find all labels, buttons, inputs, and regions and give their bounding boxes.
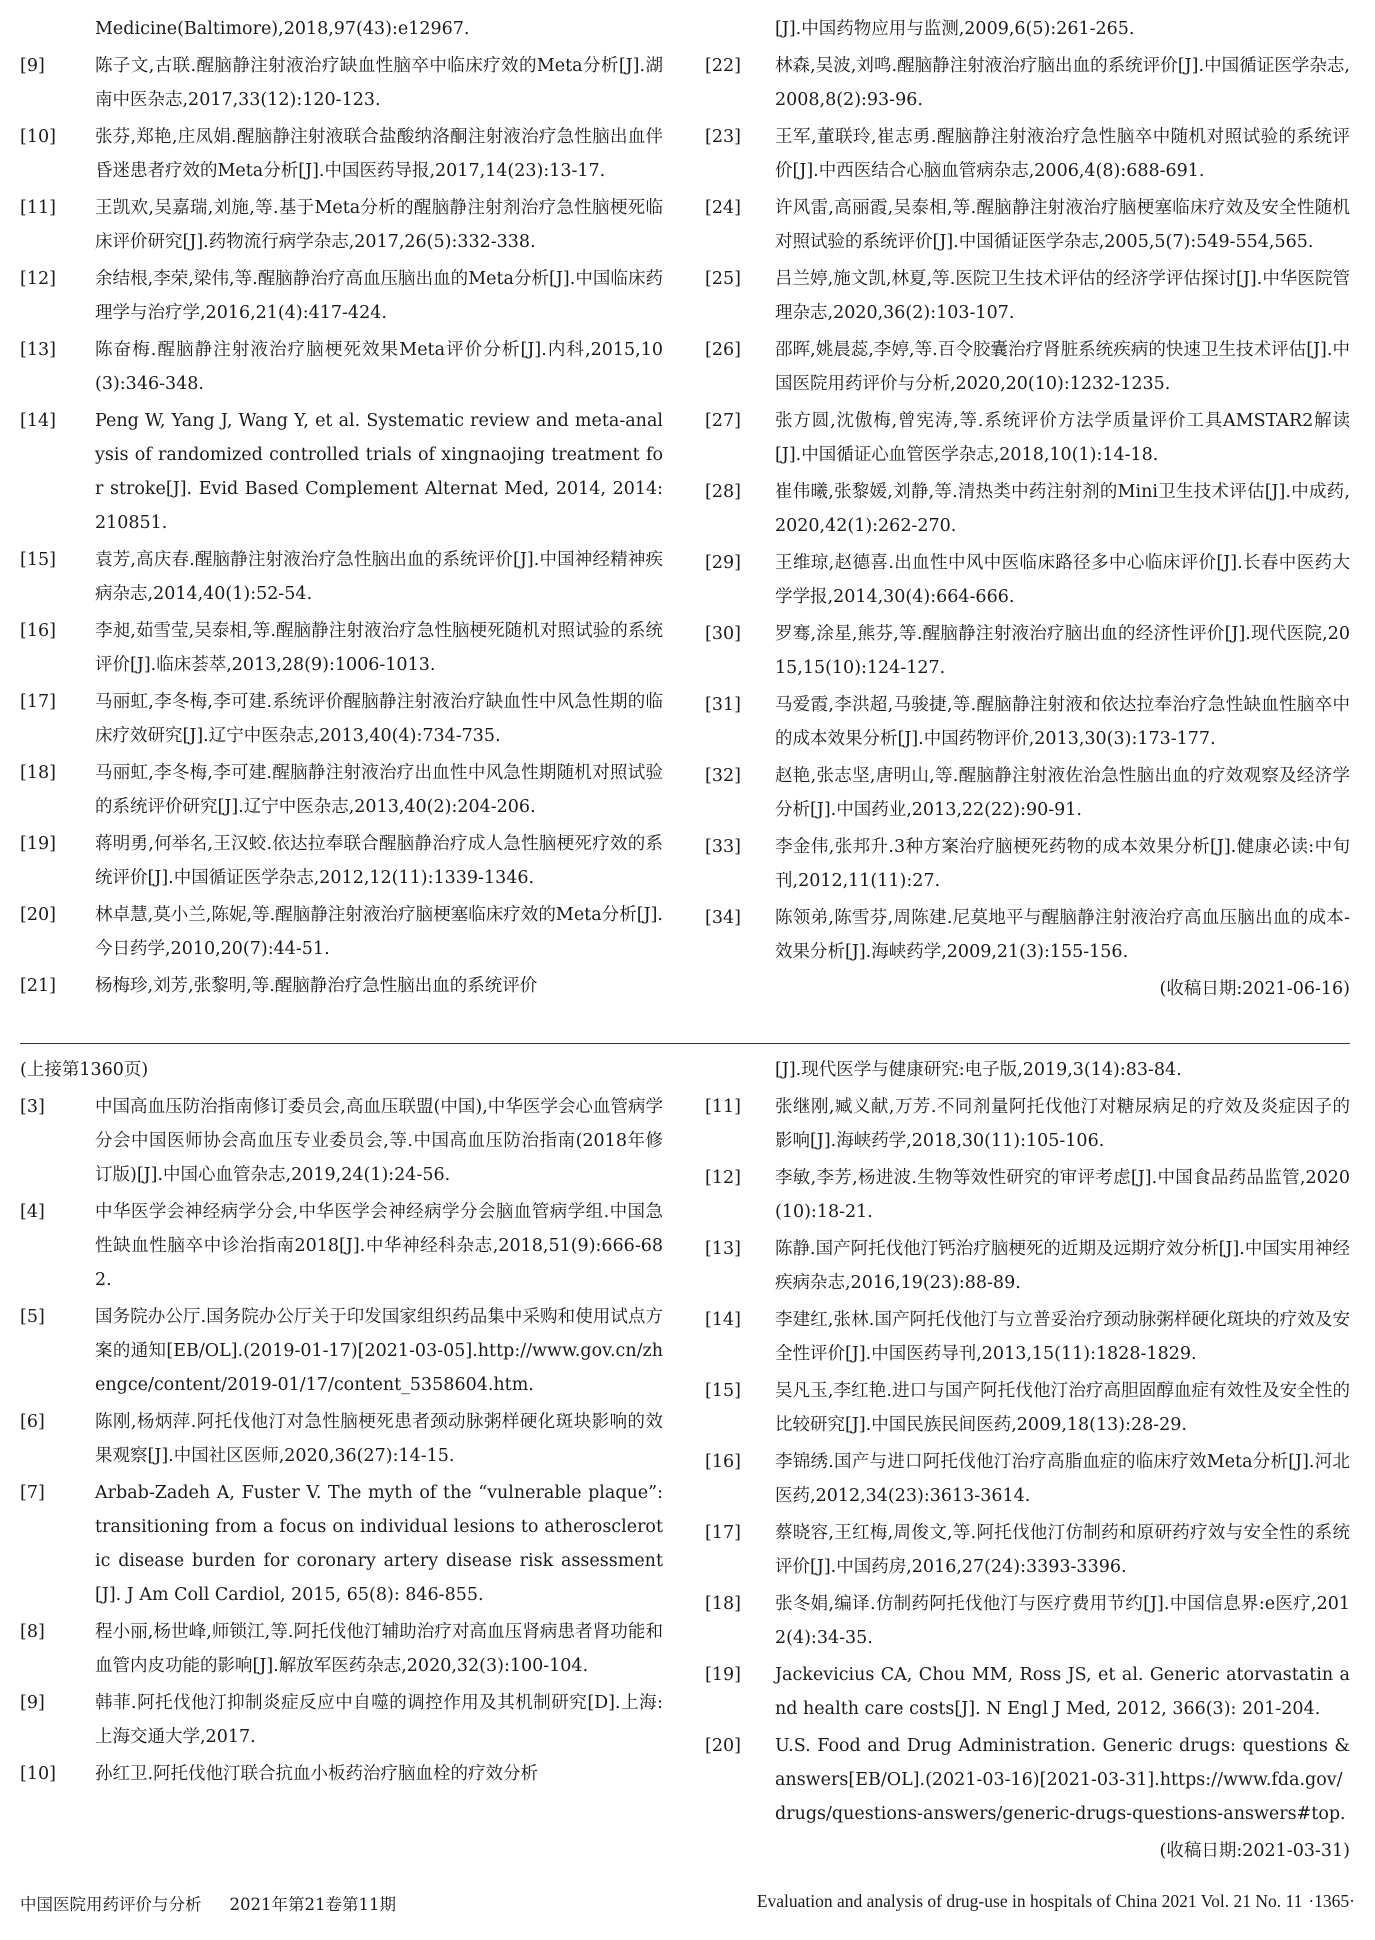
reference-text: 张冬娟,编译.仿制药阿托伐他汀与医疗费用节约[J].中国信息界:e医疗,2012(4):34-35. (775, 1594, 1350, 1648)
reference-number: [15] (705, 1381, 741, 1401)
reference-number: [18] (705, 1594, 741, 1614)
reference-text: 王军,董联玲,崔志勇.醒脑静注射液治疗急性脑卒中随机对照试验的系统评价[J].中西医结合心脑血管病杂志,2006,4(8):688-691. (775, 127, 1350, 181)
reference-item (20, 120, 663, 188)
reference-item (705, 1729, 1350, 1831)
reference-text: 李锦绣.国产与进口阿托伐他汀治疗高脂血症的临床疗效Meta分析[J].河北医药,2012,34(23):3613-3614. (775, 1452, 1350, 1506)
reference-number: [19] (20, 834, 56, 854)
footer-journal-info-en (757, 1891, 1355, 1912)
reference-text: 李建红,张林.国产阿托伐他汀与立普妥治疗颈动脉粥样硬化斑块的疗效及安全性评价[J].中国医药导刊,2013,15(11):1828-1829. (775, 1310, 1350, 1364)
reference-number: [32] (705, 766, 741, 786)
continued-reference-text: Medicine(Baltimore),2018,97(43):e12967. (95, 19, 470, 39)
reference-list (20, 49, 663, 1003)
reference-text: 赵艳,张志坚,唐明山,等.醒脑静注射液佐治急性脑出血的疗效观察及经济学分析[J].中国药业,2013,22(22):90-91. (775, 766, 1350, 820)
top-left-column (20, 12, 663, 1006)
reference-item (705, 901, 1350, 969)
reference-text: 袁芳,高庆春.醒脑静注射液治疗急性脑出血的系统评价[J].中国神经精神疾病杂志,2014,40(1):52-54. (95, 550, 663, 604)
reference-item (705, 1658, 1350, 1726)
reference-list (20, 1090, 663, 1791)
reference-number: [10] (20, 127, 56, 147)
reference-text: 吕兰婷,施文凯,林夏,等.医院卫生技术评估的经济学评估探讨[J].中华医院管理杂志,2020,36(2):103-107. (775, 269, 1350, 323)
reference-text: 张继刚,臧义献,万芳.不同剂量阿托伐他汀对糖尿病足的疗效及炎症因子的影响[J].海峡药学,2018,30(11):105-106. (775, 1097, 1350, 1151)
reference-text: 王维琼,赵德喜.出血性中风中医临床路径多中心临床评价[J].长春中医药大学学报,2014,30(4):664-666. (775, 553, 1350, 607)
reference-text: 程小丽,杨世峰,师锁江,等.阿托伐他汀辅助治疗对高血压肾病患者肾功能和血管内皮功能的影响[J].解放军医药杂志,2020,32(3):100-104. (95, 1622, 663, 1676)
reference-item (20, 969, 663, 1003)
bottom-left-column (20, 1053, 663, 1794)
reference-text: 国务院办公厅.国务院办公厅关于印发国家组织药品集中采购和使用试点方案的通知[EB/OL].(2019-01-17)[2021-03-05].http://www.gov.cn/zhengce/content/2019-01/17/content_5358604.htm. (95, 1307, 663, 1395)
reference-text: 陈领弟,陈雪芬,周陈建.尼莫地平与醒脑静注射液治疗高血压脑出血的成本-效果分析[J].海峡药学,2009,21(3):155-156. (775, 908, 1350, 962)
reference-number: [18] (20, 763, 56, 783)
reference-item (20, 898, 663, 966)
reference-text: 余结根,李荣,梁伟,等.醒脑静治疗高血压脑出血的Meta分析[J].中国临床药理学与治疗学,2016,21(4):417-424. (95, 269, 663, 323)
continued-from-note: (上接第1360页) (20, 1060, 149, 1080)
reference-text: 吴凡玉,李红艳.进口与国产阿托伐他汀治疗高胆固醇血症有效性及安全性的比较研究[J].中国民族民间医药,2009,18(13):28-29. (775, 1381, 1350, 1435)
reference-text: Peng W, Yang J, Wang Y, et al. Systematic review and meta-analysis of randomized controlled trials of xingnaojing treatment for stroke[J]. Evid Based Complement Alternat Med, 2014, 2014: 210851. (95, 411, 663, 533)
reference-number: [4] (20, 1202, 45, 1222)
received-date: (收稿日期:2021-06-16) (1159, 979, 1350, 999)
reference-number: [26] (705, 340, 741, 360)
reference-item (20, 614, 663, 682)
reference-text: 张芬,郑艳,庄凤娟.醒脑静注射液联合盐酸纳洛酮注射液治疗急性脑出血伴昏迷患者疗效的Meta分析[J].中国医药导报,2017,14(23):13-17. (95, 127, 663, 181)
bottom-right-column (705, 1053, 1350, 1868)
reference-number: [25] (705, 269, 741, 289)
reference-item (20, 1090, 663, 1192)
reference-number: [11] (20, 198, 56, 218)
reference-number: [23] (705, 127, 741, 147)
reference-number: [34] (705, 908, 741, 928)
reference-number: [12] (20, 269, 56, 289)
reference-number: [28] (705, 482, 741, 502)
reference-item (705, 759, 1350, 827)
reference-item (20, 1405, 663, 1473)
reference-item (705, 49, 1350, 117)
reference-item (20, 685, 663, 753)
reference-text: 杨梅珍,刘芳,张黎明,等.醒脑静治疗急性脑出血的系统评价 (95, 976, 538, 996)
reference-item (705, 546, 1350, 614)
reference-number: [29] (705, 553, 741, 573)
journal-name-en: Evaluation and analysis of drug-use in hospitals of China 2021 Vol. 21 No. 11 (756, 1891, 1303, 1911)
reference-item (705, 262, 1350, 330)
reference-text: 崔伟曦,张黎媛,刘静,等.清热类中药注射剂的Mini卫生技术评估[J].中成药,2020,42(1):262-270. (775, 482, 1350, 536)
reference-number: [8] (20, 1622, 45, 1642)
reference-item (20, 1615, 663, 1683)
reference-item (705, 688, 1350, 756)
reference-text: 马丽虹,李冬梅,李可建.醒脑静注射液治疗出血性中风急性期随机对照试验的系统评价研究[J].辽宁中医杂志,2013,40(2):204-206. (95, 763, 663, 817)
reference-item (20, 191, 663, 259)
reference-number: [16] (20, 621, 56, 641)
reference-text: 林森,吴波,刘鸣.醒脑静注射液治疗脑出血的系统评价[J].中国循证医学杂志,2008,8(2):93-96. (775, 56, 1350, 110)
reference-text: 陈奋梅.醒脑静注射液治疗脑梗死效果Meta评价分析[J].内科,2015,10(3):346-348. (95, 340, 663, 394)
reference-item (705, 404, 1350, 472)
reference-item (705, 830, 1350, 898)
reference-item (20, 49, 663, 117)
reference-item (705, 1445, 1350, 1513)
reference-text: 王凯欢,吴嘉瑞,刘施,等.基于Meta分析的醒脑静注射剂治疗急性脑梗死临床评价研究[J].药物流行病学杂志,2017,26(5):332-338. (95, 198, 663, 252)
reference-text: 李昶,茹雪莹,吴泰相,等.醒脑静注射液治疗急性脑梗死随机对照试验的系统评价[J].临床荟萃,2013,28(9):1006-1013. (95, 621, 663, 675)
reference-item (20, 1686, 663, 1754)
reference-item (705, 191, 1350, 259)
continued-reference-text: [J].中国药物应用与监测,2009,6(5):261-265. (775, 19, 1135, 39)
reference-text: U.S. Food and Drug Administration. Generic drugs: questions & answers[EB/OL].(2021-03-16)[2021-03-31].https://www.fda.gov/drugs/questions-answers/generic-drugs-questions-answers#top. (775, 1736, 1350, 1824)
journal-name-cn: 中国医院用药评价与分析 (20, 1895, 202, 1914)
reference-item (20, 262, 663, 330)
reference-text: 中华医学会神经病学分会,中华医学会神经病学分会脑血管病学组.中国急性缺血性脑卒中诊治指南2018[J].中华神经科杂志,2018,51(9):666-682. (95, 1202, 663, 1290)
reference-number: [30] (705, 624, 741, 644)
reference-text: 陈刚,杨炳萍.阿托伐他汀对急性脑梗死患者颈动脉粥样硬化斑块影响的效果观察[J].中国社区医师,2020,36(27):14-15. (95, 1412, 663, 1466)
reference-item (20, 1195, 663, 1297)
reference-item (20, 1476, 663, 1612)
reference-item (20, 404, 663, 540)
reference-number: [13] (20, 340, 56, 360)
reference-text: 陈静.国产阿托伐他汀钙治疗脑梗死的近期及远期疗效分析[J].中国实用神经疾病杂志,2016,19(23):88-89. (775, 1239, 1350, 1293)
reference-number: [6] (20, 1412, 45, 1432)
reference-text: 陈子文,古联.醒脑静注射液治疗缺血性脑卒中临床疗效的Meta分析[J].湖南中医杂志,2017,33(12):120-123. (95, 56, 663, 110)
reference-text: 李金伟,张邦升.3种方案治疗脑梗死药物的成本效果分析[J].健康必读:中旬刊,2012,11(11):27. (775, 837, 1350, 891)
reference-number: [3] (20, 1097, 45, 1117)
reference-text: 中国高血压防治指南修订委员会,高血压联盟(中国),中华医学会心血管病学分会中国医师协会高血压专业委员会,等.中国高血压防治指南(2018年修订版)[J].中国心血管杂志,2019,24(1):24-56. (95, 1097, 663, 1185)
reference-text: 孙红卫.阿托伐他汀联合抗血小板药治疗脑血栓的疗效分析 (95, 1764, 539, 1784)
reference-number: [5] (20, 1307, 45, 1327)
reference-number: [24] (705, 198, 741, 218)
reference-item (705, 475, 1350, 543)
reference-item (705, 333, 1350, 401)
reference-number: [13] (705, 1239, 741, 1259)
reference-item (705, 1232, 1350, 1300)
reference-number: [10] (20, 1764, 56, 1784)
reference-number: [17] (20, 692, 56, 712)
reference-item (705, 1090, 1350, 1158)
reference-item (20, 1300, 663, 1402)
reference-number: [14] (705, 1310, 741, 1330)
reference-number: [22] (705, 56, 741, 76)
reference-item (705, 1374, 1350, 1442)
reference-number: [7] (20, 1483, 45, 1503)
reference-number: [11] (705, 1097, 741, 1117)
reference-number: [33] (705, 837, 741, 857)
reference-text: Arbab-Zadeh A, Fuster V. The myth of the “vulnerable plaque”: transitioning from a focus on individual lesions to atherosclerotic disease burden for coronary artery disease risk assessment[J]. J Am Coll Cardiol, 2015, 65(8): 846-855. (95, 1483, 663, 1605)
reference-item (705, 120, 1350, 188)
reference-text: 马丽虹,李冬梅,李可建.系统评价醒脑静注射液治疗缺血性中风急性期的临床疗效研究[J].辽宁中医杂志,2013,40(4):734-735. (95, 692, 663, 746)
reference-item (705, 617, 1350, 685)
reference-number: [20] (20, 905, 56, 925)
reference-text: 罗骞,涂星,熊芬,等.醒脑静注射液治疗脑出血的经济性评价[J].现代医院,2015,15(10):124-127. (775, 624, 1350, 678)
reference-text: 林卓慧,莫小兰,陈妮,等.醒脑静注射液治疗脑梗塞临床疗效的Meta分析[J].今日药学,2010,20(7):44-51. (95, 905, 663, 959)
reference-item (705, 1587, 1350, 1655)
reference-item (20, 756, 663, 824)
reference-item (20, 1757, 663, 1791)
reference-item (705, 1161, 1350, 1229)
reference-number: [20] (705, 1736, 741, 1756)
reference-item (705, 1516, 1350, 1584)
section-divider (20, 1043, 1350, 1044)
page-number: ·1365· (1308, 1891, 1355, 1911)
reference-number: [31] (705, 695, 741, 715)
reference-text: 蒋明勇,何举名,王汉蛟.依达拉奉联合醒脑静治疗成人急性脑梗死疗效的系统评价[J].中国循证医学杂志,2012,12(11):1339-1346. (95, 834, 663, 888)
reference-text: 李敏,李芳,杨进波.生物等效性研究的审评考虑[J].中国食品药品监管,2020(10):18-21. (775, 1168, 1350, 1222)
reference-list (705, 49, 1350, 969)
reference-item (20, 333, 663, 401)
reference-number: [14] (20, 411, 56, 431)
reference-list (705, 1090, 1350, 1831)
reference-item (705, 1303, 1350, 1371)
reference-number: [21] (20, 976, 56, 996)
reference-text: 马爱霞,李洪超,马骏捷,等.醒脑静注射液和依达拉奉治疗急性缺血性脑卒中的成本效果分析[J].中国药物评价,2013,30(3):173-177. (775, 695, 1350, 749)
reference-item (20, 827, 663, 895)
reference-text: 邵晖,姚晨蕊,李婷,等.百令胶囊治疗肾脏系统疾病的快速卫生技术评估[J].中国医院用药评价与分析,2020,20(10):1232-1235. (775, 340, 1350, 394)
reference-text: Jackevicius CA, Chou MM, Ross JS, et al. Generic atorvastatin and health care costs[J]. N Engl J Med, 2012, 366(3): 201-204. (775, 1665, 1350, 1719)
reference-number: [15] (20, 550, 56, 570)
reference-number: [9] (20, 1693, 45, 1713)
reference-number: [27] (705, 411, 741, 431)
reference-number: [19] (705, 1665, 741, 1685)
reference-number: [9] (20, 56, 45, 76)
reference-item (20, 543, 663, 611)
reference-text: 蔡晓容,王红梅,周俊文,等.阿托伐他汀仿制药和原研药疗效与安全性的系统评价[J].中国药房,2016,27(24):3393-3396. (775, 1523, 1350, 1577)
reference-text: 张方圆,沈傲梅,曾宪涛,等.系统评价方法学质量评价工具AMSTAR2解读[J].中国循证心血管医学杂志,2018,10(1):14-18. (775, 411, 1350, 465)
issue-info-cn: 2021年第21卷第11期 (229, 1895, 396, 1914)
reference-number: [12] (705, 1168, 741, 1188)
reference-number: [16] (705, 1452, 741, 1472)
reference-text: 韩菲.阿托伐他汀抑制炎症反应中自噬的调控作用及其机制研究[D].上海:上海交通大学,2017. (95, 1693, 663, 1747)
reference-text: 许风雷,高丽霞,吴泰相,等.醒脑静注射液治疗脑梗塞临床疗效及安全性随机对照试验的系统评价[J].中国循证医学杂志,2005,5(7):549-554,565. (775, 198, 1350, 252)
top-right-column (705, 12, 1350, 1006)
continued-reference-text: [J].现代医学与健康研究:电子版,2019,3(14):83-84. (775, 1060, 1182, 1080)
reference-number: [17] (705, 1523, 741, 1543)
footer-journal-info (20, 1891, 396, 1915)
received-date: (收稿日期:2021-03-31) (1159, 1841, 1350, 1861)
